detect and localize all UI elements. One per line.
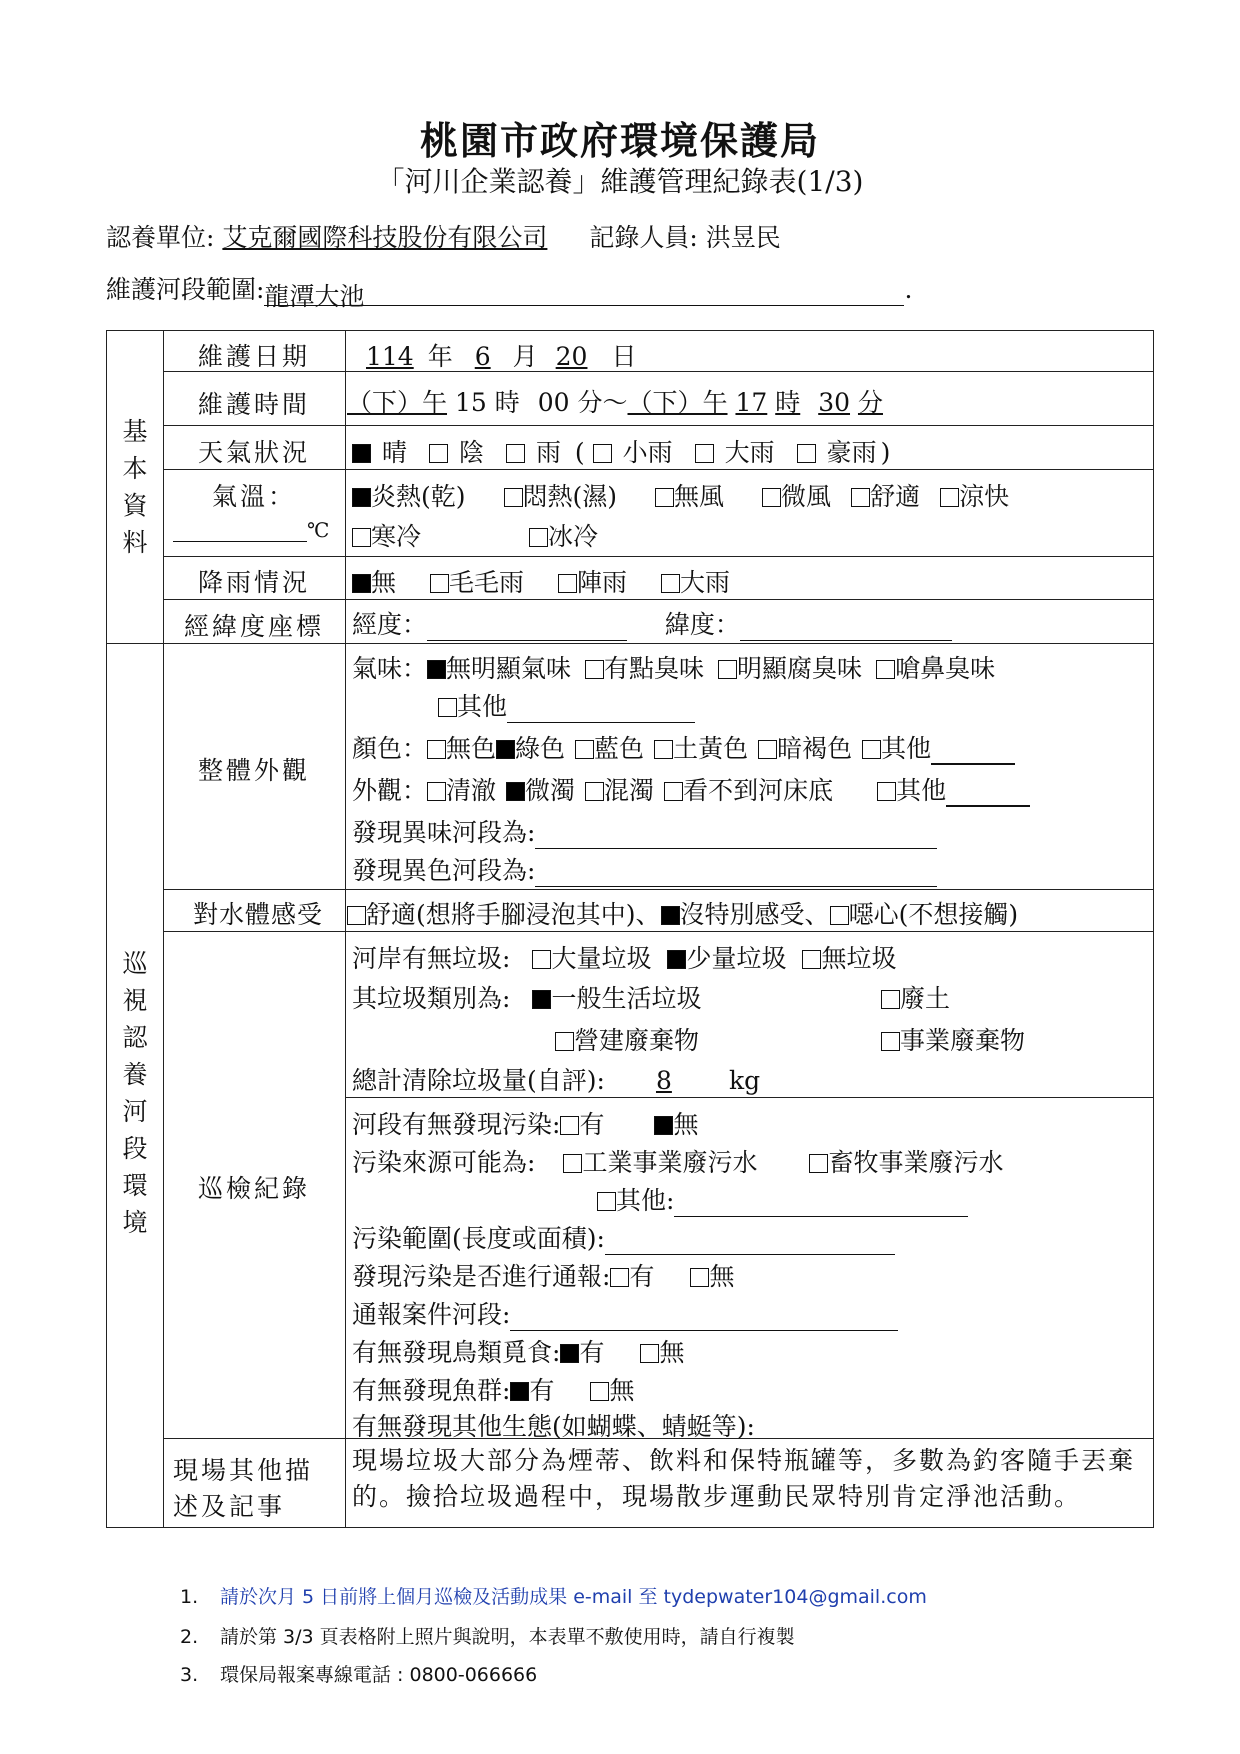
temp-option-label: 炎熱(乾) (371, 482, 466, 511)
temp-checkbox[interactable] (529, 528, 548, 547)
color-checkbox[interactable] (575, 740, 594, 759)
odd-color-input[interactable] (535, 858, 937, 887)
footnote-text: 環保局報案專線電話 : 0800-066666 (220, 1664, 538, 1686)
temp-input[interactable] (173, 517, 329, 542)
rainfall-option-label: 毛毛雨 (449, 568, 525, 597)
time-end-ampm: （下）午 (627, 388, 728, 417)
rainfall-checkbox[interactable] (558, 574, 577, 593)
pollution-label: 河段有無發現污染: (352, 1110, 561, 1139)
total-trash-row (352, 1061, 760, 1097)
source-checkbox[interactable] (597, 1192, 616, 1211)
feeling-checkbox[interactable] (830, 906, 849, 925)
report-label: 發現污染是否進行通報: (352, 1262, 611, 1291)
notes-text: 現場垃圾大部分為煙蒂、飲料和保特瓶罐等，多數為釣客隨手丟棄的。撿拾垃圾過程中，現場散步運動民眾特別肯定淨池活動。 (352, 1446, 1136, 1511)
rain-type-checkbox[interactable] (593, 444, 612, 463)
fish-row (352, 1371, 634, 1407)
lng-input[interactable] (427, 612, 627, 641)
color-checkbox[interactable] (427, 740, 446, 759)
rain-type-label: 大雨 (724, 438, 775, 467)
weather-checkbox[interactable] (352, 444, 371, 463)
color-label: 顏色： (352, 734, 428, 763)
temp-option-label: 涼快 (959, 482, 1010, 511)
date-day: 20 (555, 342, 588, 371)
rain-close-paren: ) (880, 438, 891, 467)
hour-unit-2: 時 (775, 388, 801, 417)
month-unit: 月 (512, 342, 538, 371)
trash-type-option-label: 事業廢棄物 (900, 1026, 1026, 1055)
hour-unit: 時 (494, 388, 520, 417)
time-start-hour: 15 (454, 388, 487, 417)
notes-label-line1: 現場其他描 (173, 1456, 314, 1485)
odor-checkbox[interactable] (718, 660, 737, 679)
fish-label: 有無發現魚群: (352, 1376, 511, 1405)
source-other-input[interactable] (674, 1188, 968, 1217)
odd-smell-input[interactable] (535, 820, 937, 849)
look-checkbox[interactable] (877, 782, 896, 801)
case-label: 通報案件河段: (352, 1300, 511, 1329)
odor-label: 氣味： (352, 654, 428, 683)
lng-label: 經度： (352, 610, 428, 639)
time-start-ampm: （下）午 (347, 388, 448, 417)
trash-type-row2 (555, 1021, 699, 1057)
coord-label: 經緯度座標 (183, 612, 324, 641)
trash-label: 河岸有無垃圾: (352, 944, 511, 973)
report-checkbox[interactable] (610, 1268, 629, 1287)
date-value (352, 337, 636, 373)
trash-checkbox[interactable] (802, 950, 821, 969)
look-option-label: 其他 (896, 776, 947, 805)
case-row (352, 1295, 898, 1331)
trash-option-label: 少量垃圾 (686, 944, 787, 973)
weather-checkbox[interactable] (429, 444, 448, 463)
report-row (352, 1257, 734, 1293)
trash-type-label: 其垃圾類別為: (352, 984, 511, 1013)
look-other-input[interactable] (946, 777, 1030, 807)
odor-checkbox[interactable] (438, 698, 457, 717)
look-checkbox[interactable] (506, 782, 525, 801)
section-range-line (106, 270, 936, 311)
birds-checkbox[interactable] (560, 1344, 579, 1363)
feeling-separator: 、 (804, 900, 830, 929)
year-unit: 年 (427, 342, 453, 371)
fish-option-label: 無 (609, 1376, 635, 1405)
appearance-label: 整體外觀 (197, 756, 310, 785)
rainfall-label: 降雨情況 (197, 568, 310, 597)
odor-checkbox[interactable] (427, 660, 446, 679)
odor-option-label: 明顯腐臭味 (737, 654, 863, 683)
trash-type-row1-right (881, 979, 950, 1015)
time-label: 維護時間 (197, 390, 310, 419)
weather-option-label: 雨 (535, 438, 561, 467)
footnote-2 (180, 1622, 795, 1649)
temp-option-label: 舒適 (870, 482, 921, 511)
section-patrol-text: 巡視認養河段環境 (122, 949, 148, 1237)
document-title: 桃園市政府環境保護局 (419, 118, 820, 163)
total-trash-label: 總計清除垃圾量(自評): (352, 1066, 605, 1095)
rain-type-label: 豪雨 (826, 438, 877, 467)
range-input[interactable] (605, 1226, 895, 1255)
look-option-label: 微濁 (525, 776, 576, 805)
report-option-label: 無 (709, 1262, 735, 1291)
birds-option-label: 有 (579, 1338, 605, 1367)
birds-row (352, 1333, 684, 1369)
day-unit: 日 (611, 342, 637, 371)
color-other-input[interactable] (931, 735, 1015, 765)
look-checkbox[interactable] (585, 782, 604, 801)
trash-option-label: 無垃圾 (821, 944, 897, 973)
trash-checkbox[interactable] (667, 950, 686, 969)
coord-fields (352, 605, 952, 641)
section-value-field (264, 275, 904, 311)
patrol-label: 巡檢紀錄 (197, 1174, 310, 1203)
footnote-email-link[interactable]: 請於次月 5 日前將上個月巡檢及活動成果 e-mail 至 tydepwater104@gmail.com (220, 1586, 927, 1608)
source-other-row (597, 1181, 968, 1217)
temp-checkbox[interactable] (762, 488, 781, 507)
odor-checkbox[interactable] (585, 660, 604, 679)
trash-option-label: 大量垃圾 (551, 944, 652, 973)
color-checkbox[interactable] (496, 740, 515, 759)
weather-option-label: 陰 (458, 438, 484, 467)
fish-checkbox[interactable] (510, 1382, 529, 1401)
range-row (352, 1219, 895, 1255)
temp-option-label: 無風 (674, 482, 725, 511)
feeling-checkbox[interactable] (661, 906, 680, 925)
temp-checkbox[interactable] (655, 488, 674, 507)
lat-label: 緯度： (664, 610, 740, 639)
feeling-option-label: 噁心(不想接觸) (848, 900, 1019, 929)
adopter-line (106, 218, 781, 254)
trash-type-option-label: 一般生活垃圾 (551, 984, 702, 1013)
source-row (352, 1143, 1003, 1179)
trash-type-checkbox[interactable] (881, 990, 900, 1009)
temp-checkbox[interactable] (352, 488, 371, 507)
rain-type-label: 小雨 (622, 438, 673, 467)
fish-checkbox[interactable] (590, 1382, 609, 1401)
feeling-options (347, 895, 1018, 931)
recorder-value: 洪昱民 (705, 223, 781, 252)
time-start-minute: 00 (537, 388, 570, 417)
section-basic-label (107, 413, 163, 561)
pollution-option-label: 有 (579, 1110, 605, 1139)
birds-option-label: 無 (659, 1338, 685, 1367)
section-value: 龍潭大池 (264, 282, 365, 311)
time-end-hour: 17 (735, 388, 768, 417)
document-subtitle: 「河川企業認養」維護管理紀錄表(1/3) (376, 165, 864, 198)
date-label: 維護日期 (197, 342, 310, 371)
feeling-option-label: 沒特別感受 (679, 900, 805, 929)
date-year: 114 (366, 342, 414, 371)
feeling-label: 對水體感受 (192, 900, 323, 929)
temp-option-label: 微風 (781, 482, 832, 511)
trash-row (352, 939, 896, 975)
odd-smell-row (352, 813, 937, 849)
odor-other-row (438, 687, 695, 723)
rainfall-checkbox[interactable] (430, 574, 449, 593)
time-end-minute: 30 (818, 388, 851, 417)
source-option-label: 其他: (616, 1186, 675, 1215)
color-row (352, 729, 1015, 765)
footnote-number: 1. (180, 1586, 199, 1608)
look-option-label: 清澈 (446, 776, 497, 805)
look-row (352, 771, 1030, 807)
footnote-1 (180, 1582, 927, 1609)
odd-smell-label: 發現異味河段為: (352, 818, 536, 847)
temp-label: 氣溫： (211, 482, 296, 511)
rainfall-checkbox[interactable] (352, 574, 371, 593)
footnote-3 (180, 1660, 537, 1687)
pollution-option-label: 無 (673, 1110, 699, 1139)
feeling-option-label: 舒適(想將手腳浸泡其中) (366, 900, 636, 929)
weather-options (352, 433, 890, 469)
minute-unit-2: 分 (857, 388, 883, 417)
trash-checkbox[interactable] (532, 950, 551, 969)
report-option-label: 有 (629, 1262, 655, 1291)
trash-type-row1 (352, 979, 701, 1015)
odor-row (352, 649, 995, 685)
temp-checkbox[interactable] (851, 488, 870, 507)
source-checkbox[interactable] (563, 1154, 582, 1173)
trash-type-checkbox[interactable] (881, 1032, 900, 1051)
color-checkbox[interactable] (654, 740, 673, 759)
time-value (347, 383, 883, 419)
temp-option-label: 冰冷 (548, 522, 599, 551)
source-checkbox[interactable] (809, 1154, 828, 1173)
time-separator: ～ (602, 388, 628, 417)
notes-label (173, 1453, 313, 1525)
color-option-label: 藍色 (594, 734, 645, 763)
color-checkbox[interactable] (758, 740, 777, 759)
birds-label: 有無發現鳥類覓食: (352, 1338, 561, 1367)
section-label: 維護河段範圍: (106, 275, 265, 304)
record-table (106, 330, 1154, 1528)
trash-type-checkbox[interactable] (555, 1032, 574, 1051)
source-label: 污染來源可能為: (352, 1148, 536, 1177)
unit-label: 認養單位: (106, 223, 215, 252)
feeling-checkbox[interactable] (347, 906, 366, 925)
rain-type-checkbox[interactable] (797, 444, 816, 463)
source-option-label: 工業事業廢污水 (582, 1148, 758, 1177)
color-option-label: 其他 (881, 734, 932, 763)
odor-other-input[interactable] (507, 694, 695, 723)
section-end: . (904, 275, 913, 304)
look-checkbox[interactable] (427, 782, 446, 801)
section-patrol-label (107, 945, 163, 1241)
look-option-label: 看不到河床底 (683, 776, 834, 805)
rainfall-option-label: 大雨 (680, 568, 731, 597)
odor-option-label: 嗆鼻臭味 (895, 654, 996, 683)
temp-option-label: 寒冷 (371, 522, 422, 551)
odd-color-label: 發現異色河段為: (352, 856, 536, 885)
pollution-checkbox[interactable] (654, 1116, 673, 1135)
trash-type-row2-right (881, 1021, 1025, 1057)
section-basic-text: 基本資料 (122, 417, 148, 557)
look-label: 外觀： (352, 776, 428, 805)
temp-options-row1 (352, 477, 1009, 513)
footnote-text: 請於第 3/3 頁表格附上照片與說明，本表單不敷使用時，請自行複製 (220, 1626, 795, 1648)
footnote-number: 3. (180, 1664, 199, 1686)
source-option-label: 畜牧事業廢污水 (828, 1148, 1004, 1177)
look-checkbox[interactable] (664, 782, 683, 801)
odor-checkbox[interactable] (876, 660, 895, 679)
fish-option-label: 有 (529, 1376, 555, 1405)
total-trash-unit: kg (728, 1066, 761, 1095)
date-month: 6 (474, 342, 491, 371)
temp-unit: ℃ (307, 518, 330, 542)
birds-checkbox[interactable] (640, 1344, 659, 1363)
color-option-label: 綠色 (515, 734, 566, 763)
color-checkbox[interactable] (862, 740, 881, 759)
weather-checkbox[interactable] (506, 444, 525, 463)
weather-option-label: 晴 (382, 438, 408, 467)
report-checkbox[interactable] (690, 1268, 709, 1287)
look-option-label: 混濁 (604, 776, 655, 805)
temp-option-label: 悶熱(濕) (522, 482, 618, 511)
minute-unit: 分 (577, 388, 603, 417)
recorder-label: 記錄人員: (589, 223, 698, 252)
trash-type-checkbox[interactable] (532, 990, 551, 1009)
rain-type-checkbox[interactable] (695, 444, 714, 463)
footnote-number: 2. (180, 1626, 199, 1648)
temp-options-row2 (352, 517, 598, 553)
color-option-label: 土黃色 (673, 734, 749, 763)
feeling-separator: 、 (635, 900, 661, 929)
weather-label: 天氣狀況 (197, 438, 310, 467)
rainfall-checkbox[interactable] (661, 574, 680, 593)
range-label: 污染範圍(長度或面積): (352, 1224, 605, 1253)
notes-label-line2: 述及記事 (173, 1492, 286, 1521)
temp-checkbox[interactable] (504, 488, 523, 507)
color-option-label: 暗褐色 (777, 734, 853, 763)
color-option-label: 無色 (446, 734, 497, 763)
other-eco-row (352, 1407, 755, 1443)
temp-checkbox[interactable] (352, 528, 371, 547)
odor-option-label: 有點臭味 (604, 654, 705, 683)
other-eco-label: 有無發現其他生態(如蝴蝶、蜻蜓等): (352, 1412, 755, 1441)
case-input[interactable] (510, 1302, 898, 1331)
rainfall-options (352, 563, 730, 599)
rainfall-option-label: 無 (371, 568, 397, 597)
unit-value: 艾克爾國際科技股份有限公司 (222, 223, 548, 252)
odor-option-label: 無明顯氣味 (446, 654, 572, 683)
lat-input[interactable] (740, 612, 952, 641)
trash-type-option-label: 廢土 (900, 984, 951, 1013)
pollution-checkbox[interactable] (560, 1116, 579, 1135)
odor-option-label: 其他 (457, 692, 508, 721)
trash-type-option-label: 營建廢棄物 (574, 1026, 700, 1055)
rain-open-paren: ( (574, 438, 585, 467)
total-trash-value: 8 (655, 1066, 672, 1095)
odd-color-row (352, 851, 937, 887)
pollution-row (352, 1105, 698, 1141)
temp-checkbox[interactable] (940, 488, 959, 507)
rainfall-option-label: 陣雨 (577, 568, 628, 597)
